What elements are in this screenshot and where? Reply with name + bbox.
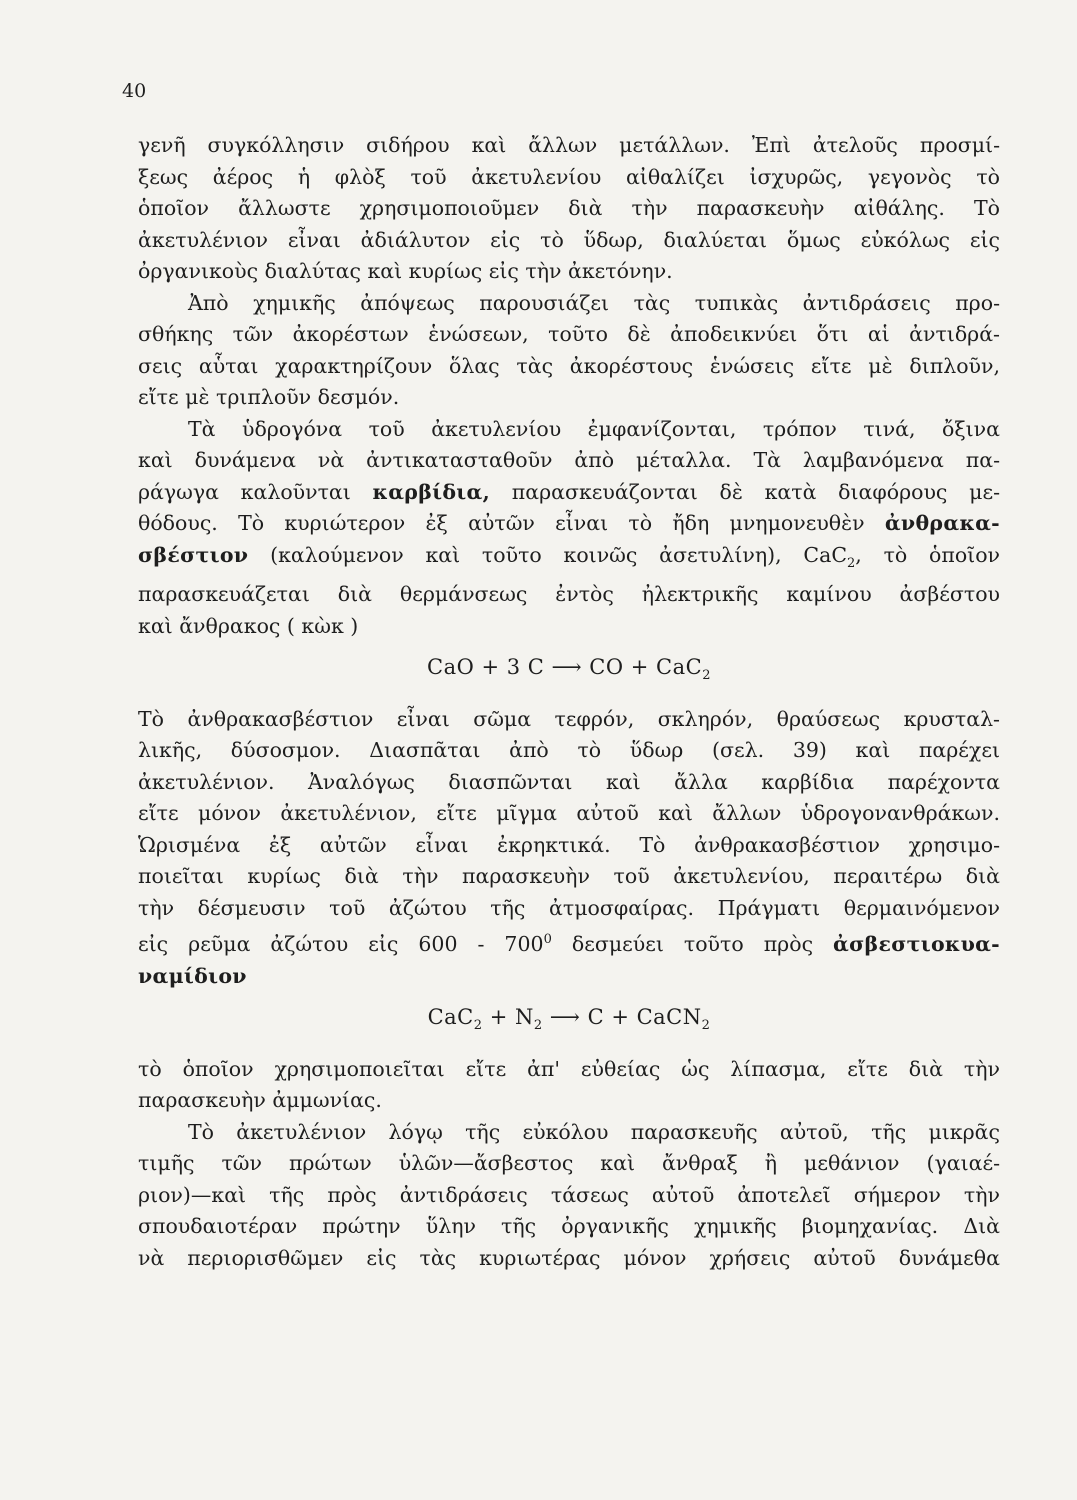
term-calcium-cyanamide: ἀσβεστιοκυα- xyxy=(833,932,1000,957)
text-line: Τὰ ὑδρογόνα τοῦ ἀκετυλενίου ἐμφανίζονται, τρόπον τινά, ὄξινα xyxy=(188,416,1000,441)
text-line: ριον)—καὶ τῆς πρὸς ἀντιδράσεις τάσεως αὐτοῦ ἀποτελεῖ σήμερον τὴν xyxy=(138,1182,1000,1207)
text-line: παρασκευὴν ἀμμωνίας. xyxy=(138,1088,382,1113)
text-line: νὰ περιορισθῶμεν εἰς τὰς κυριωτέρας μόνον χρήσεις αὐτοῦ δυνάμεθα xyxy=(138,1245,1000,1270)
text-line: τιμῆς τῶν πρώτων ὑλῶν—ἄσβεστος καὶ ἄνθραξ ἢ μεθάνιον (γαιαέ- xyxy=(138,1151,1000,1176)
text-line xyxy=(138,961,1000,993)
text-line: ξεως ἀέρος ἡ φλὸξ τοῦ ἀκετυλενίου αἰθαλίζει ἰσχυρῶς, γεγονὸς τὸ xyxy=(138,164,1000,189)
body-text xyxy=(138,130,1000,1274)
text-line: θόδους. Τὸ κυριώτερον ἐξ αὐτῶν εἶναι τὸ ἤδη μνημονευθὲν ἀνθρακα- xyxy=(138,511,1000,535)
text-line: Ὡρισμένα ἐξ αὐτῶν εἶναι ἐκρηκτικά. Τὸ ἀνθρακασβέστιον χρησιμο- xyxy=(138,832,1000,857)
text-line: τὴν δέσμευσιν τοῦ ἀζώτου τῆς ἀτμοσφαίρας. Πράγματι θερμαινόμενον xyxy=(138,895,1000,920)
text-line: ποιεῖται κυρίως διὰ τὴν παρασκευὴν τοῦ ἀκετυλενίου, περαιτέρω διὰ xyxy=(138,864,1000,889)
text-line: λικῆς, δύσοσμον. Διασπᾶται ἀπὸ τὸ ὕδωρ (σελ. 39) καὶ παρέχει xyxy=(138,738,1000,763)
text-line: εἴτε μόνον ἀκετυλένιον, εἴτε μῖγμα αὐτοῦ καὶ ἄλλων ὑδρογονανθράκων. xyxy=(138,801,1000,826)
text-line: παρασκευάζεται διὰ θερμάνσεως ἐντὸς ἠλεκτρικῆς καμίνου ἀσβέστου xyxy=(138,582,1000,607)
text-line: ὁποῖον ἄλλωστε χρησιμοποιοῦμεν διὰ τὴν παρασκευὴν αἰθάλης. Τὸ xyxy=(138,196,1000,220)
text-line: σεις αὗται χαρακτηρίζουν ὅλας τὰς ἀκορέστους ἑνώσεις εἴτε μὲ διπλοῦν, xyxy=(138,353,1000,378)
text-line: Ἀπὸ χημικῆς ἀπόψεως παρουσιάζει τὰς τυπικὰς ἀντιδράσεις προ- xyxy=(188,290,1000,315)
text-line: τὸ ὁποῖον χρησιμοποιεῖται εἴτε ἀπ' εὐθείας ὡς λίπασμα, εἴτε διὰ τὴν xyxy=(138,1056,1000,1081)
equation-2: $CaC_2 + N_2$ ⟶ C + CaCN$_2$ xyxy=(427,1005,711,1034)
page-number: 40 xyxy=(122,80,147,102)
term-calcium-cyanamide-cont: ναμίδιον xyxy=(138,963,247,988)
term-carbides: καρβίδια, xyxy=(372,479,491,504)
text-line: Τὸ ἀκετυλένιον λόγῳ τῆς εὐκόλου παρασκευῆς αὐτοῦ, τῆς μικρᾶς xyxy=(188,1119,1000,1144)
text-line: καὶ δυνάμενα νὰ ἀντικατασταθοῦν ἀπὸ μέταλλα. Τὰ λαμβανόμενα πα- xyxy=(138,448,1000,472)
term-calcium-carbide: ἀνθρακα- xyxy=(884,511,1000,535)
text-line: γενῆ συγκόλλησιν σιδήρου καὶ ἄλλων μετάλλων. Ἐπὶ ἀτελοῦς προσμί- xyxy=(138,133,1000,157)
text-line: σπουδαιοτέραν πρώτην ὕλην τῆς ὀργανικῆς χημικῆς βιομηχανίας. Διὰ xyxy=(138,1214,1000,1239)
text-line: σθήκης τῶν ἀκορέστων ἑνώσεων, τοῦτο δὲ ἀποδεικνύει ὅτι αἱ ἀντιδρά- xyxy=(138,322,1000,346)
text-line: ὀργανικοὺς διαλύτας καὶ κυρίως εἰς τὴν ἀκετόνην. xyxy=(138,259,673,283)
text-line: σβέστιον (καλούμενον καὶ τοῦτο κοινῶς ἀσετυλίνη), CaC$_2$, τὸ ὁποῖον xyxy=(138,542,1000,571)
text-line: εἰς ρεῦμα ἀζώτου εἰς $600 - 700^0$ δεσμεύει τοῦτο πρὸς ἀσβεστιοκυα- xyxy=(138,932,1000,957)
term-calcium-carbide-cont: σβέστιον xyxy=(138,542,249,567)
text-line: Τὸ ἀνθρακασβέστιον εἶναι σῶμα τεφρόν, σκληρόν, θραύσεως κρυσταλ- xyxy=(138,706,1000,731)
text-line: εἴτε μὲ τριπλοῦν δεσμόν. xyxy=(138,385,400,409)
text-line: καὶ ἄνθρακος ( κὼκ ) xyxy=(138,613,359,638)
text-line: ἀκετυλένιον. Ἀναλόγως διασπῶνται καὶ ἄλλα καρβίδια παρέχοντα xyxy=(138,769,1000,794)
text-line: ράγωγα καλοῦνται καρβίδια, παρασκευάζονται δὲ κατὰ διαφόρους με- xyxy=(138,479,1000,504)
equation-1: CaO + 3 C ⟶ CO + CaC$_2$ xyxy=(427,655,711,684)
text-line: ἀκετυλένιον εἶναι ἀδιάλυτον εἰς τὸ ὕδωρ, διαλύεται ὅμως εὐκόλως εἰς xyxy=(138,227,1000,252)
